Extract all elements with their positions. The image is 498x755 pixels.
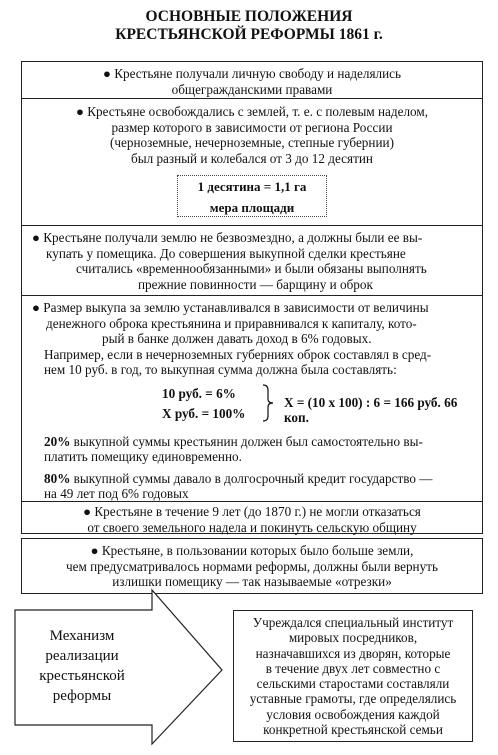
provision-personal-freedom (22, 62, 482, 99)
text-line: купать у помещика. До совершения выкупной сделки крестьяне (46, 245, 406, 261)
text-line: в течение двух лет совместно с (265, 660, 441, 676)
provision-nine-years (22, 502, 482, 535)
text-line: платить помещику единовременно. (44, 449, 242, 464)
title-line-1: ОСНОВНЫЕ ПОЛОЖЕНИЯ (145, 8, 353, 25)
mechanism-diagram (0, 588, 498, 748)
percent-20: 20% (44, 433, 71, 449)
text-line: конкретной крестьянской семьи (263, 722, 443, 738)
text-line: ● Крестьяне получали личную свободу и наделялись (102, 66, 402, 81)
text-line: на 49 лет под 6% годовых (44, 486, 189, 501)
text-line: выкупной суммы давало в долгосрочный кредит государство — (70, 470, 433, 486)
text-line: чем предусматривалось нормами реформы, должны были вернуть (65, 558, 438, 574)
text-line: нем 10 руб. в год, то выкупная сумма должна была составлять: (44, 362, 397, 377)
text-line: излишки помещику — так называемые «отрезки» (112, 574, 392, 589)
text-line: ● Крестьяне освобождались с землей, т. е. с полевым наделом, (75, 104, 429, 119)
text-line: был разный и колебался от 3 до 12 десятин (131, 150, 373, 166)
percent-80: 80% (44, 470, 71, 486)
note-definition: 1 десятина = 1,1 га (197, 179, 307, 194)
title-line-2: КРЕСТЬЯНСКОЙ РЕФОРМЫ 1861 г. (115, 26, 383, 43)
provision-redemption-amount (22, 296, 482, 502)
text-line: денежного оброка крестьянина и приравнивался к капиталу, кото- (46, 315, 417, 331)
paragraph-80-percent (32, 471, 474, 502)
curly-brace-icon (262, 384, 274, 422)
text-line: выкупной суммы крестьянин должен был самостоятельно вы- (70, 433, 423, 449)
text-line: уставные грамоты, где определялись (249, 691, 457, 707)
text-line: Например, если в нечерноземных губерниях оброк составлял в сред- (44, 346, 432, 362)
note-caption: мера площади (209, 200, 295, 215)
text-line: Механизм (49, 628, 115, 644)
desyatina-note (177, 175, 327, 217)
text-line: ● Крестьяне, в пользовании которых было больше земли, (90, 543, 414, 558)
text-line: назначавшихся из дворян, которые (255, 645, 451, 661)
text-line: реализации (45, 648, 119, 664)
text-line: считались «временнообязанными» и были обязаны выполнять (76, 261, 427, 276)
mechanism-label (22, 626, 142, 706)
provision-otrezki (21, 538, 483, 594)
text-line: (черноземные, нечерноземные, степные губернии) (110, 135, 394, 150)
text-line: крестьянской (39, 668, 125, 684)
text-line: сельскими старостами составляли (256, 676, 450, 692)
text-line: мировых посредников, (288, 630, 418, 646)
mechanism-description (233, 610, 473, 742)
text-line: от своего земельного надела и покинуть сельскую общину (87, 519, 417, 535)
text-line: общегражданскими правами (171, 81, 333, 97)
provision-land-redemption (22, 226, 482, 296)
text-line: прежние повинности — барщину и оброк (138, 276, 373, 292)
calc-line-2: X руб. = 100% (162, 405, 246, 421)
text-line: ● Крестьяне получали землю не безвозмездно, а должны были ее вы- (32, 230, 423, 245)
text-line: реформы (52, 688, 112, 704)
text-line: размер которого в зависимости от региона России (111, 119, 393, 135)
calc-result: X = (10 x 100) : 6 = 166 руб. 66 коп. (284, 394, 458, 425)
text-line: рый в банке должен давать доход в 6% годовых. (102, 331, 372, 346)
paragraph-20-percent (32, 434, 474, 465)
provision-land-allotment (22, 99, 482, 226)
redemption-calculation (32, 382, 474, 428)
calc-line-1: 10 руб. = 6% (162, 385, 236, 401)
text-line: условия освобождения каждой (266, 706, 440, 722)
text-line: ● Размер выкупа за землю устанавливался в зависимости от величины (32, 300, 429, 315)
page-title (0, 8, 498, 44)
reform-provisions-table (21, 61, 483, 534)
text-line: ● Крестьяне в течение 9 лет (до 1870 г.) не могли отказаться (83, 504, 421, 519)
text-line: Учреждался специальный институт (252, 615, 454, 630)
